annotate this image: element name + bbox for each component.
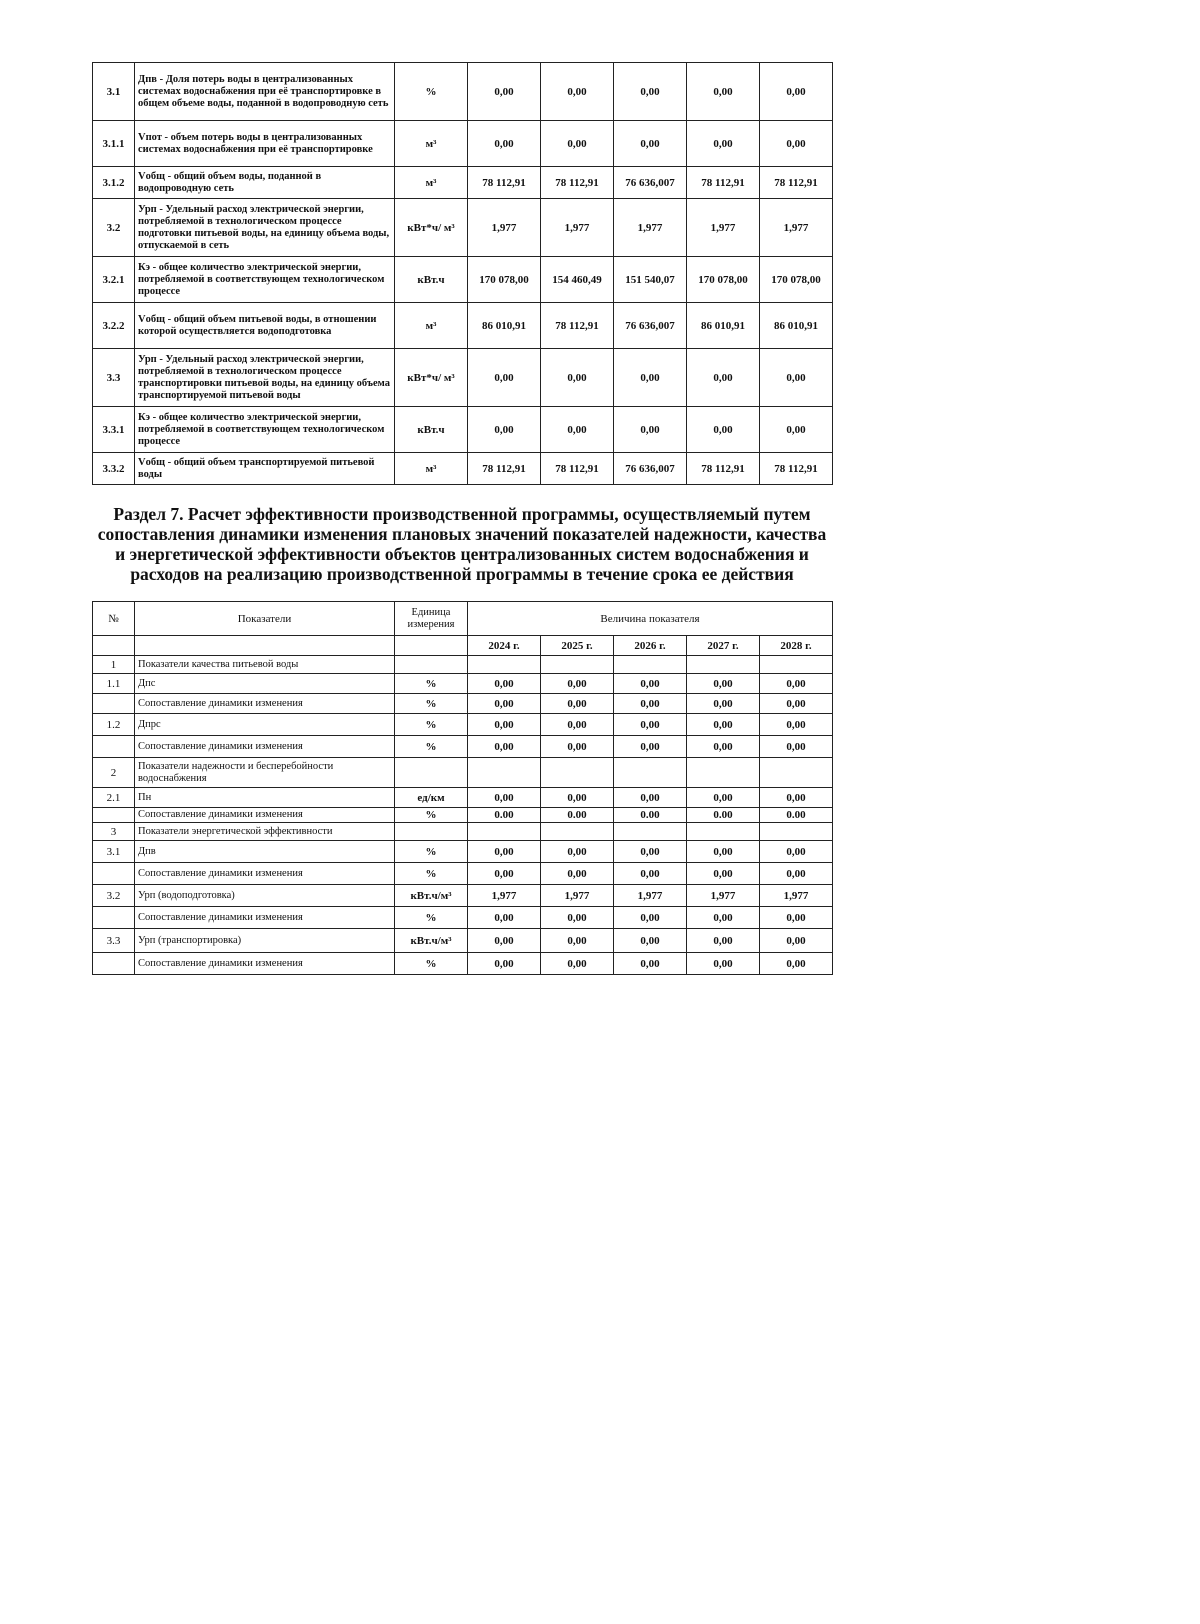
value-cell: 0,00 [468, 736, 541, 758]
unit-cell: % [395, 714, 468, 736]
table-row [93, 808, 833, 823]
header-row [93, 602, 833, 636]
row-number: 2 [93, 758, 135, 788]
value-cell: 0,00 [614, 841, 687, 863]
value-cell: 0,00 [614, 407, 687, 453]
table-row [93, 167, 833, 199]
value-cell [468, 656, 541, 674]
value-cell: 0,00 [541, 349, 614, 407]
value-cell: 76 636,007 [614, 167, 687, 199]
row-number [93, 808, 135, 823]
indicator-name: Дпрс [135, 714, 395, 736]
indicator-description: Урп - Удельный расход электрической энергии, потребляемой в технологическом процессе подготовки питьевой воды, на единицу объема воды, отпускаемой в сеть [135, 199, 395, 257]
value-cell: 0,00 [687, 736, 760, 758]
value-cell: 0,00 [687, 694, 760, 714]
value-cell: 78 112,91 [468, 167, 541, 199]
value-cell [614, 758, 687, 788]
value-cell: 0,00 [541, 714, 614, 736]
row-number: 3.3 [93, 349, 135, 407]
value-cell: 76 636,007 [614, 453, 687, 485]
value-cell: 1,977 [614, 199, 687, 257]
value-cell: 0,00 [614, 63, 687, 121]
value-cell: 0,00 [760, 349, 833, 407]
table-row [93, 453, 833, 485]
value-cell: 0,00 [541, 953, 614, 975]
unit-cell: % [395, 841, 468, 863]
year-header: 2026 г. [614, 636, 687, 656]
value-cell: 0,00 [541, 407, 614, 453]
table-row [93, 694, 833, 714]
value-cell: 0,00 [614, 714, 687, 736]
value-cell: 0,00 [468, 407, 541, 453]
value-cell: 0.00 [541, 808, 614, 823]
unit-cell [395, 758, 468, 788]
unit-cell: кВт.ч [395, 257, 468, 303]
unit-cell: % [395, 694, 468, 714]
value-cell: 0,00 [468, 929, 541, 953]
value-cell: 0,00 [687, 121, 760, 167]
value-cell [760, 656, 833, 674]
unit-cell: % [395, 63, 468, 121]
value-cell: 0,00 [760, 841, 833, 863]
value-cell: 170 078,00 [687, 257, 760, 303]
value-cell [614, 656, 687, 674]
value-cell [468, 758, 541, 788]
value-cell: 78 112,91 [687, 167, 760, 199]
value-cell: 0,00 [541, 674, 614, 694]
row-number: 3.1 [93, 841, 135, 863]
row-number: 3.2 [93, 885, 135, 907]
value-cell: 0,00 [614, 694, 687, 714]
header-no: № [93, 602, 135, 636]
value-cell: 0,00 [760, 63, 833, 121]
value-cell [541, 656, 614, 674]
value-cell: 0,00 [541, 694, 614, 714]
value-cell: 0,00 [541, 841, 614, 863]
table-row [93, 788, 833, 808]
table-row [93, 929, 833, 953]
row-number: 1 [93, 656, 135, 674]
value-cell: 0,00 [468, 694, 541, 714]
row-number [93, 694, 135, 714]
table-row [93, 349, 833, 407]
value-cell: 78 112,91 [687, 453, 760, 485]
header-value: Величина показателя [468, 602, 833, 636]
indicator-description: Vпот - объем потерь воды в централизованных системах водоснабжения при её транспортировке [135, 121, 395, 167]
value-cell: 78 112,91 [541, 453, 614, 485]
value-cell: 1,977 [541, 199, 614, 257]
value-cell: 0,00 [468, 63, 541, 121]
unit-cell: м³ [395, 303, 468, 349]
unit-cell: ед/км [395, 788, 468, 808]
unit-cell [395, 823, 468, 841]
value-cell: 78 112,91 [468, 453, 541, 485]
year-header: 2024 г. [468, 636, 541, 656]
row-number: 3.2 [93, 199, 135, 257]
value-cell: 78 112,91 [541, 303, 614, 349]
value-cell: 0,00 [468, 674, 541, 694]
header-unit: Единица измерения [395, 602, 468, 636]
indicator-description: Дпв - Доля потерь воды в централизованных системах водоснабжения при её транспортировке в общем объеме воды, поданной в водопроводную сеть [135, 63, 395, 121]
unit-cell: % [395, 907, 468, 929]
value-cell: 1,977 [468, 199, 541, 257]
value-cell: 0,00 [687, 63, 760, 121]
unit-cell: кВт.ч [395, 407, 468, 453]
value-cell: 0,00 [541, 63, 614, 121]
value-cell: 0,00 [760, 788, 833, 808]
unit-cell: кВт*ч/ м³ [395, 199, 468, 257]
value-cell: 0,00 [687, 907, 760, 929]
value-cell: 154 460,49 [541, 257, 614, 303]
unit-cell: % [395, 953, 468, 975]
row-number [93, 953, 135, 975]
value-cell: 0,00 [614, 907, 687, 929]
unit-cell [395, 656, 468, 674]
indicator-description: Vобщ - общий объем транспортируемой питьевой воды [135, 453, 395, 485]
value-cell: 0,00 [541, 736, 614, 758]
value-cell: 1,977 [687, 199, 760, 257]
empty-cell [395, 636, 468, 656]
table-row [93, 407, 833, 453]
value-cell: 1,977 [687, 885, 760, 907]
indicator-description: Кэ - общее количество электрической энергии, потребляемой в соответствующем технологическом процессе [135, 257, 395, 303]
header-name: Показатели [135, 602, 395, 636]
year-header: 2027 г. [687, 636, 760, 656]
value-cell: 0,00 [468, 863, 541, 885]
value-cell: 0,00 [468, 788, 541, 808]
indicator-name: Урп (транспортировка) [135, 929, 395, 953]
table-row [93, 303, 833, 349]
table-row [93, 885, 833, 907]
table-row [93, 758, 833, 788]
row-number: 3.3.1 [93, 407, 135, 453]
indicator-name: Сопоставление динамики изменения [135, 694, 395, 714]
row-number: 3.3 [93, 929, 135, 953]
value-cell: 0,00 [468, 714, 541, 736]
value-cell: 0,00 [687, 349, 760, 407]
value-cell: 0,00 [468, 907, 541, 929]
indicator-name: Сопоставление динамики изменения [135, 863, 395, 885]
row-number: 3.3.2 [93, 453, 135, 485]
value-cell: 0,00 [614, 674, 687, 694]
value-cell: 0,00 [468, 953, 541, 975]
unit-cell: % [395, 736, 468, 758]
indicator-name: Показатели качества питьевой воды [135, 656, 395, 674]
unit-cell: кВт.ч/м³ [395, 885, 468, 907]
table-row [93, 199, 833, 257]
row-number: 3.2.1 [93, 257, 135, 303]
table-row [93, 674, 833, 694]
value-cell: 0,00 [541, 929, 614, 953]
value-cell: 0,00 [614, 349, 687, 407]
indicator-table-continued [92, 62, 833, 485]
indicator-name: Дпв [135, 841, 395, 863]
indicator-name: Пн [135, 788, 395, 808]
row-number [93, 736, 135, 758]
value-cell: 0,00 [614, 736, 687, 758]
value-cell: 0,00 [687, 929, 760, 953]
indicator-description: Vобщ - общий объем питьевой воды, в отношении которой осуществляется водоподготовка [135, 303, 395, 349]
value-cell: 0,00 [760, 407, 833, 453]
value-cell: 0,00 [614, 929, 687, 953]
value-cell: 86 010,91 [687, 303, 760, 349]
value-cell: 0,00 [541, 788, 614, 808]
value-cell: 0,00 [468, 841, 541, 863]
value-cell [760, 758, 833, 788]
table-row [93, 907, 833, 929]
value-cell: 0,00 [687, 407, 760, 453]
value-cell: 78 112,91 [760, 167, 833, 199]
table-row [93, 714, 833, 736]
unit-cell: м³ [395, 167, 468, 199]
value-cell: 0,00 [687, 953, 760, 975]
row-number: 3.1.1 [93, 121, 135, 167]
efficiency-table [92, 601, 833, 975]
unit-cell: % [395, 808, 468, 823]
row-number: 1.1 [93, 674, 135, 694]
value-cell: 0,00 [760, 929, 833, 953]
row-number: 3.1.2 [93, 167, 135, 199]
value-cell: 0,00 [614, 863, 687, 885]
indicator-name: Урп (водоподготовка) [135, 885, 395, 907]
value-cell: 0,00 [760, 863, 833, 885]
value-cell: 0,00 [760, 121, 833, 167]
table-row [93, 121, 833, 167]
value-cell: 0,00 [760, 736, 833, 758]
value-cell: 78 112,91 [760, 453, 833, 485]
value-cell: 0,00 [760, 714, 833, 736]
row-number: 3.2.2 [93, 303, 135, 349]
value-cell [468, 823, 541, 841]
value-cell: 0,00 [468, 121, 541, 167]
value-cell: 1,977 [760, 885, 833, 907]
table-row [93, 736, 833, 758]
value-cell: 0,00 [614, 121, 687, 167]
unit-cell: % [395, 863, 468, 885]
value-cell: 0,00 [541, 907, 614, 929]
value-cell: 0,00 [687, 788, 760, 808]
value-cell: 170 078,00 [760, 257, 833, 303]
indicator-name: Показатели энергетической эффективности [135, 823, 395, 841]
value-cell: 0,00 [614, 953, 687, 975]
unit-cell: м³ [395, 121, 468, 167]
empty-cell [135, 636, 395, 656]
table-row [93, 63, 833, 121]
unit-cell: % [395, 674, 468, 694]
unit-cell: кВт.ч/м³ [395, 929, 468, 953]
year-header: 2028 г. [760, 636, 833, 656]
value-cell: 0,00 [687, 841, 760, 863]
value-cell [541, 758, 614, 788]
row-number: 2.1 [93, 788, 135, 808]
year-header: 2025 г. [541, 636, 614, 656]
value-cell: 0,00 [687, 714, 760, 736]
value-cell [541, 823, 614, 841]
table-row [93, 656, 833, 674]
value-cell: 151 540,07 [614, 257, 687, 303]
value-cell: 0,00 [541, 863, 614, 885]
unit-cell: кВт*ч/ м³ [395, 349, 468, 407]
value-cell: 0,00 [760, 694, 833, 714]
table-row [93, 953, 833, 975]
value-cell [687, 758, 760, 788]
row-number [93, 907, 135, 929]
indicator-description: Кэ - общее количество электрической энергии, потребляемой в соответствующем технологическом процессе [135, 407, 395, 453]
year-row [93, 636, 833, 656]
value-cell: 0,00 [614, 788, 687, 808]
value-cell: 0.00 [687, 808, 760, 823]
value-cell: 0,00 [687, 674, 760, 694]
value-cell: 78 112,91 [541, 167, 614, 199]
value-cell: 1,977 [468, 885, 541, 907]
unit-cell: м³ [395, 453, 468, 485]
indicator-name: Сопоставление динамики изменения [135, 907, 395, 929]
value-cell: 0,00 [468, 349, 541, 407]
section-7-heading: Раздел 7. Расчет эффективности производственной программы, осуществляемый путем сопоставления динамики изменения плановых значений показателей надежности, качества и энергетической эффективности объектов централизованных систем водоснабжения и расходов на реализацию производственной программы в течение срока ее действия [97, 504, 827, 584]
indicator-description: Vобщ - общий объем воды, поданной в водопроводную сеть [135, 167, 395, 199]
table-row [93, 257, 833, 303]
row-number [93, 863, 135, 885]
value-cell: 0,00 [687, 863, 760, 885]
value-cell [614, 823, 687, 841]
value-cell [687, 656, 760, 674]
value-cell: 0,00 [541, 121, 614, 167]
indicator-description: Урп - Удельный расход электрической энергии, потребляемой в технологическом процессе транспортировки питьевой воды, на единицу объема транспортируемой питьевой воды [135, 349, 395, 407]
row-number: 1.2 [93, 714, 135, 736]
value-cell: 1,977 [614, 885, 687, 907]
indicator-name: Сопоставление динамики изменения [135, 953, 395, 975]
value-cell: 0.00 [468, 808, 541, 823]
value-cell: 170 078,00 [468, 257, 541, 303]
value-cell: 0,00 [760, 953, 833, 975]
value-cell: 86 010,91 [760, 303, 833, 349]
value-cell [687, 823, 760, 841]
table-row [93, 823, 833, 841]
value-cell: 0,00 [760, 674, 833, 694]
value-cell: 1,977 [760, 199, 833, 257]
indicator-name: Показатели надежности и бесперебойности водоснабжения [135, 758, 395, 788]
indicator-name: Дпс [135, 674, 395, 694]
indicator-name: Сопоставление динамики изменения [135, 736, 395, 758]
value-cell: 86 010,91 [468, 303, 541, 349]
empty-cell [93, 636, 135, 656]
value-cell: 0,00 [760, 907, 833, 929]
row-number: 3.1 [93, 63, 135, 121]
table-row [93, 841, 833, 863]
value-cell: 0.00 [760, 808, 833, 823]
row-number: 3 [93, 823, 135, 841]
value-cell: 76 636,007 [614, 303, 687, 349]
table-row [93, 863, 833, 885]
value-cell [760, 823, 833, 841]
indicator-name: Сопоставление динамики изменения [135, 808, 395, 823]
value-cell: 0.00 [614, 808, 687, 823]
value-cell: 1,977 [541, 885, 614, 907]
